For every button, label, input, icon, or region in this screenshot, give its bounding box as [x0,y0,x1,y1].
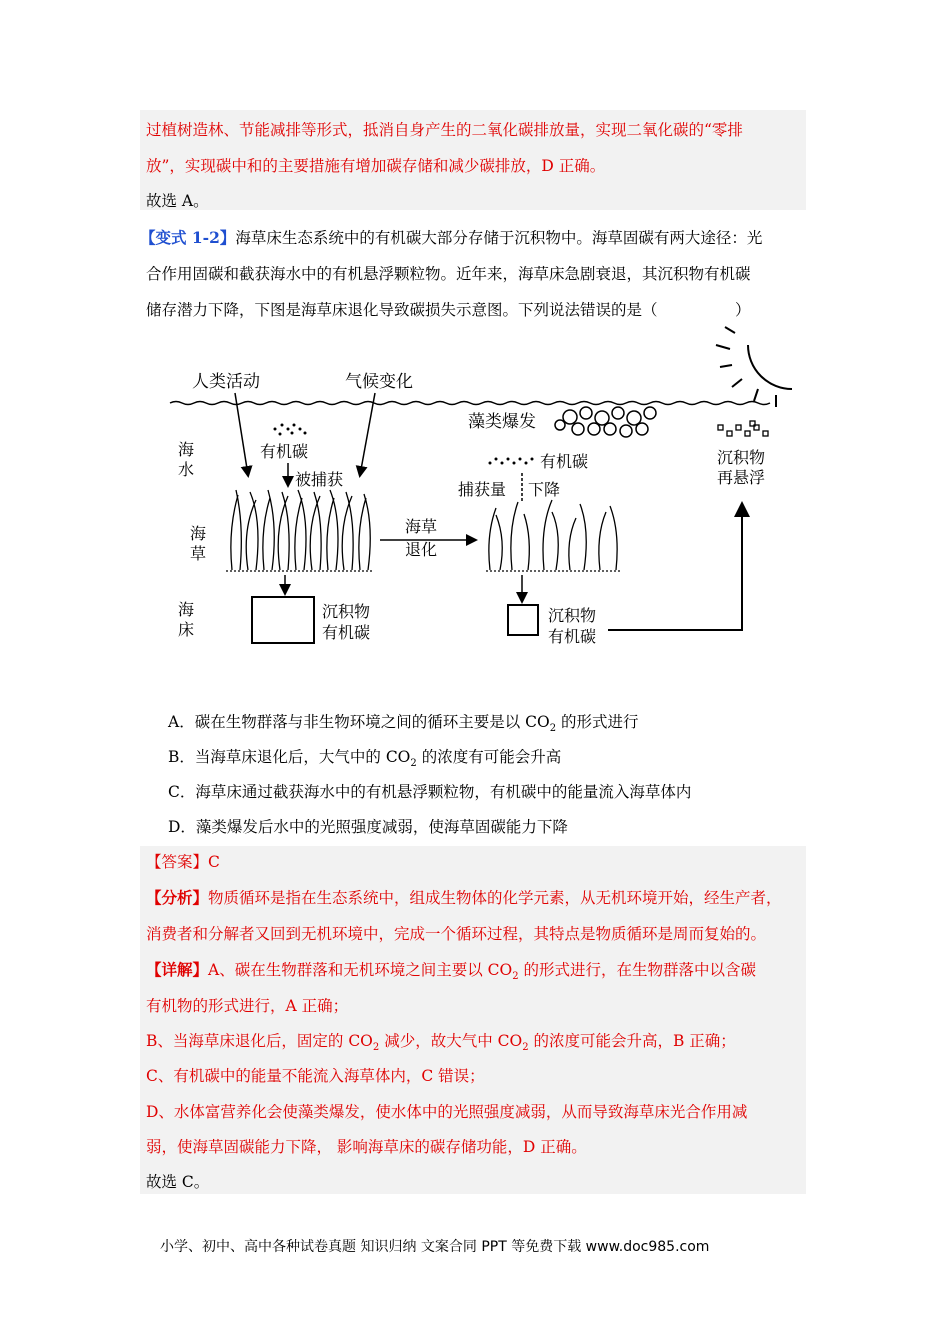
question-line-2: 合作用固碳和截获海水中的有机悬浮颗粒物。近年来，海草床急剧衰退，其沉积物有机碳 [146,265,751,283]
option-b[interactable]: B．当海草床退化后，大气中的 $CO_2$ 的浓度有可能会升高 [168,748,562,770]
particle-dots-right [489,458,534,465]
question-line-3: 储存潜力下降，下图是海草床退化导致碳损失示意图。下列说法错误的是（ ） [146,301,751,319]
resuspended-particles [718,421,768,436]
sun-icon [716,327,792,407]
top-conclusion: 故选 A。 [146,192,209,210]
question-line-1 [140,228,762,248]
detail-line-c: C、有机碳中的能量不能流入海草体内，C 错误； [146,1067,485,1085]
label-seabed-2: 床 [178,620,195,639]
option-c[interactable]: C．海草床通过截获海水中的有机悬浮颗粒物，有机碳中的能量流入海草体内 [168,783,692,801]
label-climate-change: 气候变化 [345,372,413,392]
label-capture-amount: 捕获量 [458,480,507,499]
detail-line-b: B、当海草床退化后，固定的 $CO_2$ 减少，故大气中 $CO_2$ 的浓度可能会升高，B 正确； [146,1032,736,1054]
label-sea-water-1: 海 [178,440,195,459]
dense-seagrass [226,490,374,571]
label-algae-bloom: 藻类爆发 [468,412,536,432]
detail-line-d1: D、水体富营养化会使藻类爆发，使水体中的光照强度减弱，从而导致海草床光合作用减 [146,1103,748,1121]
sediment-box-left [252,597,314,643]
detail-line-1: 【详解】A、碳在生物群落和无机环境之间主要以 $CO_2$ 的形式进行，在生物群落中以含碳 [146,960,757,983]
top-line-2: 放”，实现碳中和的主要措施有增加碳存储和减少碳排放，D 正确。 [146,157,606,175]
label-sediment-right-1: 沉积物 [548,606,597,625]
label-degradation-2: 退化 [405,540,438,559]
label-sea-water-2: 水 [178,460,195,479]
label-human-activity: 人类活动 [192,372,260,392]
label-captured: 被捕获 [295,470,344,489]
label-resuspension-2: 再悬浮 [717,468,766,487]
answer-conclusion: 故选 C。 [146,1173,210,1191]
detail-line-d2: 弱，使海草固碳能力下降， 影响海草床的碳存储功能，D 正确。 [146,1138,587,1156]
label-seabed-1: 海 [178,600,195,619]
top-line-1: 过植树造林、节能减排等形式，抵消自身产生的二氧化碳排放量，实现二氧化碳的“零排 [146,121,743,139]
label-seagrass-1: 海 [190,524,207,543]
particle-dots-left [274,424,307,436]
option-d[interactable]: D．藻类爆发后水中的光照强度减弱，使海草固碳能力下降 [168,818,568,836]
sediment-box-right [508,605,538,635]
seagrass-carbon-loss-figure [160,325,810,665]
label-organic-carbon-left: 有机碳 [260,442,309,461]
detail-line-2: 有机物的形式进行，A 正确； [146,997,349,1015]
question-text-1: 海草床生态系统中的有机碳大部分存储于沉积物中。海草固碳有两大途径：光 [235,229,763,247]
footer-text: 小学、初中、高中各种试卷真题 知识归纳 文案合同 PPT 等免费下载 www.doc985.com [160,1239,710,1255]
label-sediment-left-2: 有机碳 [322,623,371,642]
answer-line: 【答案】C [146,853,220,871]
water-surface-line [170,402,770,405]
label-degradation-1: 海草 [405,517,438,536]
analysis-line-2: 消费者和分解者又回到无机环境中，完成一个循环过程，其特点是物质循环是周而复始的。 [146,925,767,943]
option-a[interactable]: A．碳在生物群落与非生物环境之间的循环主要是以 $CO_2$ 的形式进行 [168,713,639,735]
algae-bubbles [555,407,656,437]
label-sediment-left-1: 沉积物 [322,602,371,621]
label-resuspension-1: 沉积物 [717,448,766,467]
label-decrease: 下降 [528,480,561,499]
label-organic-carbon-right: 有机碳 [540,452,589,471]
sparse-seagrass [486,500,622,571]
label-seagrass-2: 草 [190,544,207,563]
label-sediment-right-2: 有机碳 [548,627,597,646]
question-tag: 【变式 1-2】 [140,228,236,247]
analysis-line-1: 【分析】物质循环是指在生态系统中，组成生物体的化学元素，从无机环境开始，经生产者， [146,888,782,907]
